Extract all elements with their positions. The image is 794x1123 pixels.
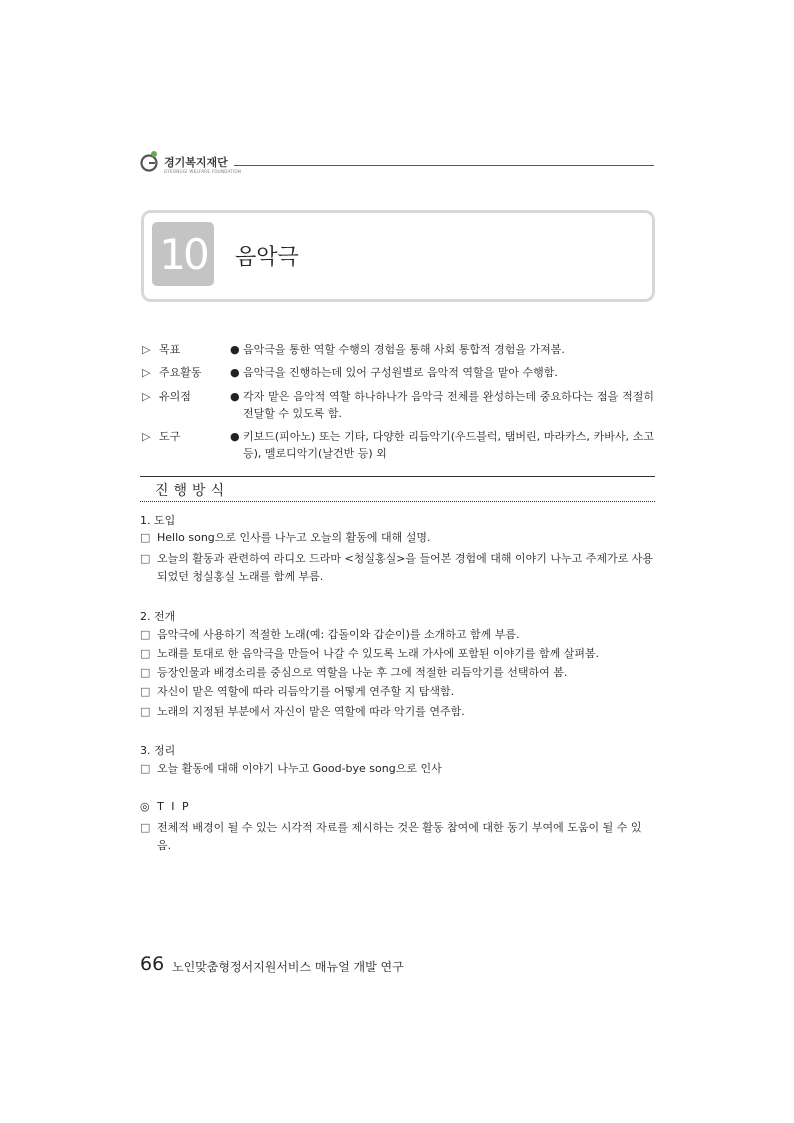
org-logo [140,150,240,176]
list-item-text: 등장인물과 배경소리를 중심으로 역할을 나눈 후 그에 적절한 리듬악기를 선택하여 봄. [157,666,568,679]
info-text: 음악극을 통한 역할 수행의 경험을 통해 사회 통합적 경험을 가져봄. [243,343,565,356]
step-heading-wrapup: 3. 정리 [140,744,176,757]
checkbox-bullet-icon: □ [140,705,151,718]
list-item-text: Hello song으로 인사를 나누고 오늘의 활동에 대해 설명. [157,531,431,544]
list-item-text: 노래를 토대로 한 음악극을 만들어 나갈 수 있도록 노래 가사에 포함된 이야기를 함께 살펴봄. [157,647,600,660]
list-item-text: 자신이 맡은 역할에 따라 리듬악기를 어떻게 연주할 지 탐색함. [157,685,455,698]
info-label: 목표 [159,343,181,356]
bullet-icon: ● [230,390,240,403]
step-heading-development: 2. 전개 [140,610,176,623]
section-rule-bottom [140,501,655,502]
footer-title: 노인맞춤형정서지원서비스 매뉴얼 개발 연구 [172,960,404,974]
org-subtitle: GYEONGGI WELFARE FOUNDATION [164,169,242,174]
tip-text: 전체적 배경이 될 수 있는 시각적 자료를 제시하는 것은 활동 참여에 대한 동기 부여에 도움이 될 수 있음. [157,821,642,852]
chapter-title: 음악극 [235,245,299,270]
step-heading-intro: 1. 도입 [140,514,176,527]
bullet-icon: ● [230,343,240,356]
list-item-text: 오늘 활동에 대해 이야기 나누고 Good-bye song으로 인사 [157,762,442,775]
info-label: 도구 [159,430,181,443]
org-name: 경기복지재단 [164,156,228,169]
section-rule-top [140,476,655,477]
chapter-number: 10 [159,230,207,279]
list-item-text: 노래의 지정된 부분에서 자신이 맡은 역할에 따라 악기를 연주함. [157,705,465,718]
page-number: 66 [140,953,165,975]
checkbox-bullet-icon: □ [140,628,151,641]
info-text: 키보드(피아노) 또는 기타, 다양한 리듬악기(우드블럭, 탬버린, 마라카스, 카바사, 소고 등), 멜로디악기(날건반 등) 외 [243,430,654,460]
checkbox-bullet-icon: □ [140,762,151,775]
section-title: 진행방식 [155,483,230,499]
arrow-icon: ▷ [142,366,151,379]
checkbox-bullet-icon: □ [140,531,151,544]
bullet-icon: ● [230,430,240,443]
info-text: 음악극을 진행하는데 있어 구성원별로 음악적 역할을 맡아 수행함. [243,366,558,379]
list-item-text: 오늘의 활동과 관련하여 라디오 드라마 <청실홍실>을 들어본 경험에 대해 이야기 나누고 주제가로 사용되었던 청실홍실 노래를 함께 부름. [157,552,654,583]
arrow-icon: ▷ [142,343,151,356]
checkbox-bullet-icon: □ [140,685,151,698]
list-item-text: 음악극에 사용하기 적절한 노래(예: 갑돌이와 갑순이)를 소개하고 함께 부름. [157,628,520,641]
arrow-icon: ▷ [142,430,151,443]
logo-mark-icon [140,150,160,172]
header-rule [234,165,654,166]
info-text: 각자 맡은 음악적 역할 하나하나가 음악극 전체를 완성하는데 중요하다는 점을 적절히 전달할 수 있도록 함. [243,390,654,420]
chapter-title-box [141,210,655,302]
checkbox-bullet-icon: □ [140,552,151,565]
tip-label: ◎ T I P [140,800,191,813]
checkbox-bullet-icon: □ [140,647,151,660]
checkbox-bullet-icon: □ [140,666,151,679]
info-label: 주요활동 [159,366,202,379]
bullet-icon: ● [230,366,240,379]
info-label: 유의점 [159,390,191,403]
checkbox-bullet-icon: □ [140,821,151,834]
arrow-icon: ▷ [142,390,151,403]
